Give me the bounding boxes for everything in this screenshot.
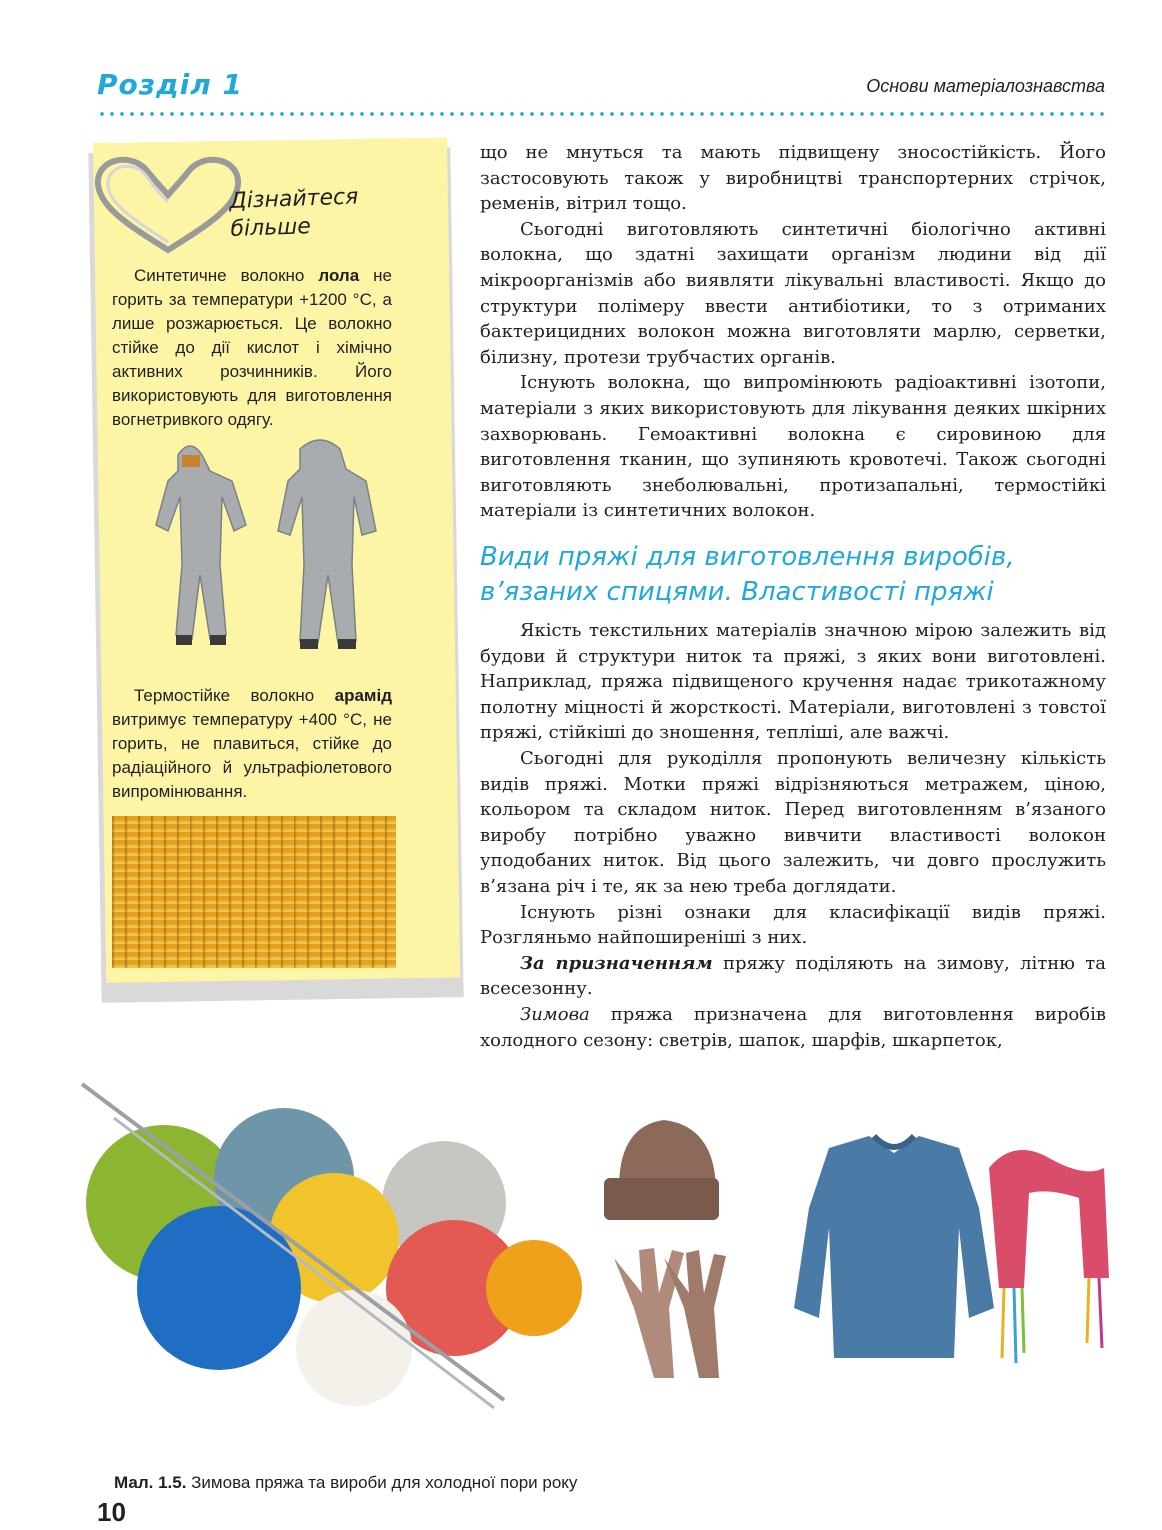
aramid-fabric-image	[112, 816, 396, 968]
knitted-hat-image	[604, 1120, 719, 1220]
knitted-scarf-image	[989, 1150, 1109, 1363]
header-divider	[97, 112, 1107, 116]
figure-caption: Мал. 1.5. Зимова пряжа та вироби для холодної пори року	[114, 1473, 578, 1492]
winter-yarn-figure	[74, 1078, 1114, 1478]
paragraph-purpose: За призначенням пряжу поділяють на зимову, літню та всесезонну.	[480, 952, 1106, 1000]
subject-title: Основи матеріалознавства	[866, 76, 1105, 96]
sidebar-paragraph-lola: Синтетичне волокно лола не горить за температури +1200 °C, а лише розжарюється. Це волокно стійке до дії кислот і хімічно активних розчинників. Його використовують для виготовлення вогнетривкого одягу.	[112, 266, 392, 429]
paragraph-winter: Зимова пряжа призначена для виготовлення виробів холодного сезону: светрів, шапок, шарфів, шкарпеток,	[480, 1003, 1106, 1051]
section-label: Розділ 1	[97, 68, 243, 101]
paragraph-classification: Існують різні ознаки для класифікації видів пряжі. Розгляньмо найпоширеніші з них.	[480, 901, 1106, 949]
main-text-bottom	[480, 618, 1106, 1053]
protective-suits-image	[150, 435, 380, 665]
paragraph-radioactive: Існують волокна, що випромінюють радіоактивні ізотопи, матеріали з яких використовують для лікування деяких шкірних захворювань. Гемоактивні волокна є сировиною для виготовлення тканин, що зупиняють кровотечі. Також сьогодні виготовляють знеболювальні, протизапальні, термостійкі матеріали із синтетичних волокон.	[480, 372, 1106, 522]
paragraph-quality: Якість текстильних матеріалів значною мірою залежить від будови й структури ниток та пряжі, з яких вони виготовлені. Наприклад, пряжа підвищеного кручення надає трикотажному полотну міцності й жорсткості. Матеріали, виготовлені з товстої пряжі, стійкіші до зношення, тепліші, але важчі.	[480, 620, 1106, 744]
sidebar-title: Дізнайтеся більше	[229, 184, 359, 242]
paragraph-continued: що не мнуться та мають підвищену зносостійкість. Його застосовують також у виробництві транспортерних стрічок, ременів, вітрил тощо.	[480, 142, 1106, 215]
heart-clip-icon	[88, 150, 248, 260]
page-number: 10	[97, 1497, 126, 1527]
knitted-sweater-image	[794, 1136, 994, 1358]
main-text-top	[480, 140, 1106, 524]
paragraph-bioactive: Сьогодні виготовляють синтетичні біологічно активні волокна, що здатні захищати організм людини від дії мікроорганізмів або виявляти лікувальні властивості. Якщо до структури полімеру ввести антибіотики, то з отриманих бактерицидних волокон можна виготовляти марлю, серветки, білизну, протези трубчастих органів.	[480, 218, 1106, 368]
yarn-balls-image	[82, 1084, 582, 1408]
section-heading: Види пряжі для виготовлення виробів, в’язаних спицями. Властивості пряжі	[480, 542, 1015, 607]
paragraph-types: Сьогодні для рукоділля пропонують величезну кількість видів пряжі. Мотки пряжі відрізняються метражем, ціною, кольором та складом ниток. Перед виготовленням в’язаного виробу потрібно уважно вивчити властивості волокон уподобаних ниток. Від цього залежить, чи довго прослужить в’язана річ і те, як за нею треба доглядати.	[480, 747, 1106, 897]
sidebar-paragraph-aramid: Термостійке волокно арамід витримує температуру +400 °C, не горить, не плавиться, стійке до радіаційного й ультрафіолетового випромінювання.	[112, 686, 392, 801]
knitted-gloves-image	[614, 1248, 726, 1378]
